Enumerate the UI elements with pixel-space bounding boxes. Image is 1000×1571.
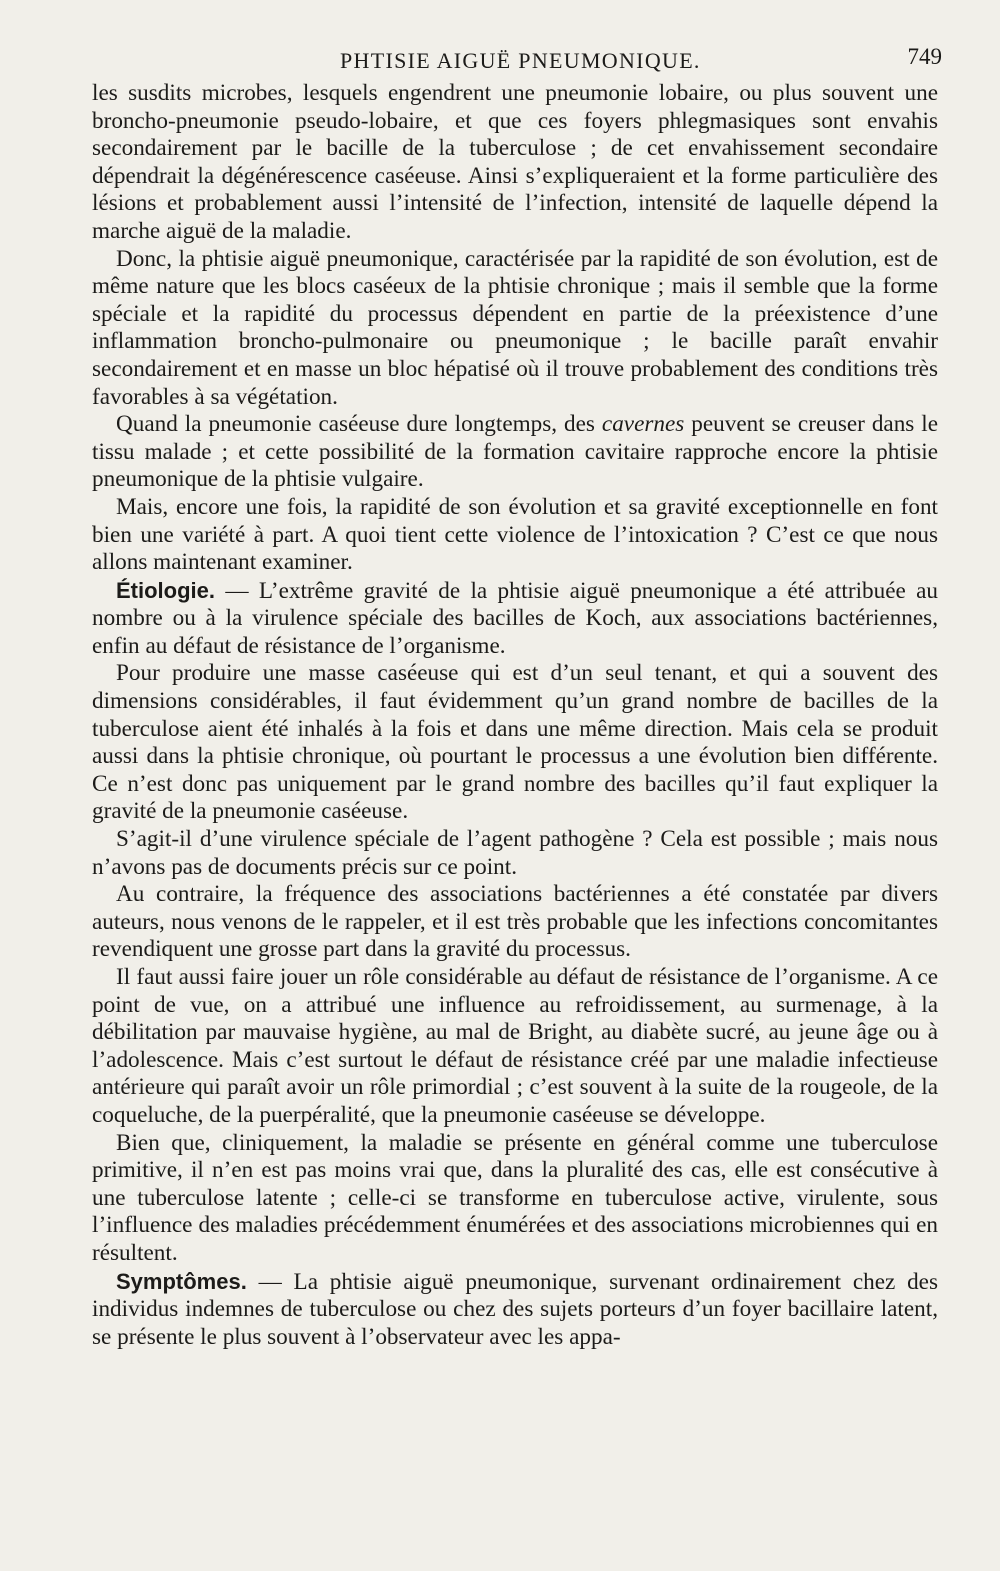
- section-symptomes: [92, 1268, 938, 1352]
- section-etiologie: [92, 577, 938, 661]
- page-body: [92, 80, 938, 1351]
- paragraph: Pour produire une masse caséeuse qui est d’un seul tenant, et qui a souvent des dimensions considérables, il faut évidemment qu’un grand nombre de bacilles de la tuberculose aient été inhalés à la fois et dans une même direction. Mais cela se produit aussi dans la phtisie chronique, où pourtant le processus a une évolution bien différente. Ce n’est donc pas uniquement par le grand nombre des bacilles qu’il faut expliquer la gravité de la pneumonie caséeuse.: [92, 660, 938, 825]
- section-heading-symptomes: Symptômes.: [116, 1268, 247, 1294]
- paragraph-continuation: les susdits microbes, lesquels engendrent une pneumonie lobaire, ou plus souvent une broncho-pneumonie pseudo-lobaire, et que ces foyers phlegmasiques sont envahis secondairement par le bacille de la tuberculose ; de cet envahissement secondaire dépendrait la dégénérescence caséeuse. Ainsi s’expliqueraient et la forme particulière des lésions et probablement aussi l’intensité de l’infection, intensité de laquelle dépend la marche aiguë de la maladie.: [92, 80, 938, 244]
- section-heading-etiologie: Étiologie.: [116, 577, 215, 603]
- paragraph-text: Quand la pneumonie caséeuse dure longtemps, des: [116, 411, 602, 438]
- paragraph: Bien que, cliniquement, la maladie se présente en général comme une tuberculose primitive, il n’en est pas moins vrai que, dans la pluralité des cas, elle est consécutive à une tuberculose latente ; celle-ci se transforme en tuberculose active, virulente, sous l’influence des maladies précédemment énumérées et des associations microbiennes qui en résultent.: [92, 1129, 938, 1266]
- page-header: [92, 38, 942, 78]
- paragraph-cavernes: [92, 411, 938, 494]
- paragraph: S’agit-il d’une virulence spéciale de l’agent pathogène ? Cela est possible ; mais nous n’avons pas de documents précis sur ce point.: [92, 826, 938, 880]
- paragraph-text: peuvent se creuser dans le tissu malade ; et cette possibilité de la formation cavitaire rapproche encore la phtisie pneumonique de la phtisie vulgaire.: [92, 411, 939, 493]
- paragraph: Mais, encore une fois, la rapidité de son évolution et sa gravité exceptionnelle en font bien une variété à part. A quoi tient cette violence de l’intoxication ? C’est ce que nous allons maintenant examiner.: [92, 493, 938, 576]
- paragraph-text: — La phtisie aiguë pneumonique, survenant ordinairement chez des individus indemnes de tuberculose ou chez des sujets porteurs d’un foyer bacillaire latent, se présente le plus souvent à l’observateur avec les appa-: [92, 1268, 938, 1350]
- page-number: 749: [907, 44, 942, 69]
- italic-term: cavernes: [601, 411, 685, 438]
- paragraph: Donc, la phtisie aiguë pneumonique, caractérisée par la rapidité de son évolution, est de même nature que les blocs caséeux de la phtisie chronique ; mais il semble que la forme spéciale et la rapidité du processus dépendent en partie de la préexistence d’une inflammation broncho-pulmonaire ou pneumonique ; le bacille paraît envahir secondairement et en masse un bloc hépatisé où il trouve probablement des conditions très favorables à sa végétation.: [92, 245, 938, 410]
- running-title: PHTISIE AIGUË PNEUMONIQUE.: [340, 48, 701, 73]
- paragraph: Au contraire, la fréquence des associations bactériennes a été constatée par divers auteurs, nous venons de le rappeler, et il est très probable que les infections concomitantes revendiquent une grosse part dans la gravité du processus.: [92, 881, 938, 963]
- paragraph: Il faut aussi faire jouer un rôle considérable au défaut de résistance de l’organisme. A ce point de vue, on a attribué une influence au refroidissement, au surmenage, à la débilitation par mauvaise hygiène, au mal de Bright, au diabète sucré, au jeune âge ou à l’adolescence. Mais c’est surtout le défaut de résistance créé par une maladie infectieuse antérieure qui paraît avoir un rôle primordial ; c’est souvent à la suite de la rougeole, de la coqueluche, de la puerpéralité, que la pneumonie caséeuse se développe.: [92, 964, 938, 1128]
- paragraph-text: — L’extrême gravité de la phtisie aiguë pneumonique a été attribuée au nombre ou à la virulence spéciale des bacilles de Koch, aux associations bactériennes, enfin au défaut de résistance de l’organisme.: [92, 577, 938, 659]
